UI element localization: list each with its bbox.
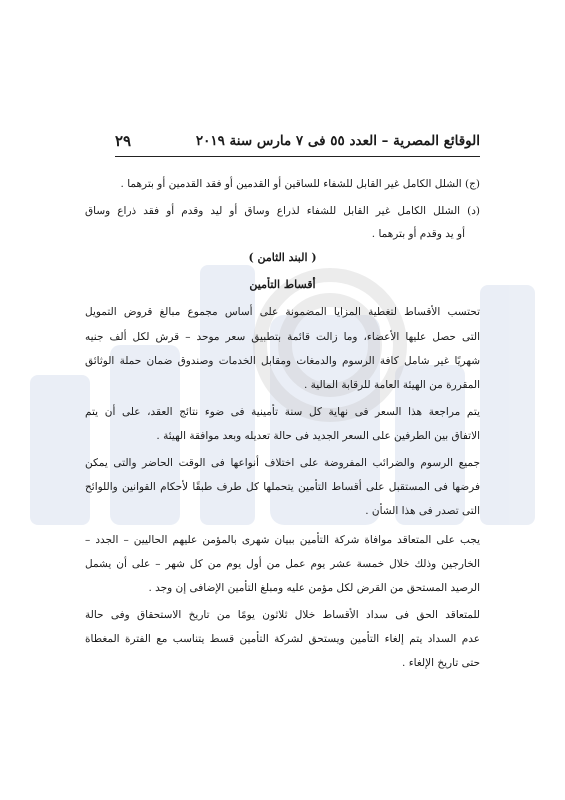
section-subheading: أقساط التأمين bbox=[249, 278, 316, 291]
paragraph-line: جميع الرسوم والضرائب المفروضة على اختلاف أنواعها فى الوقت الحاضر والتى يمكن bbox=[85, 457, 480, 469]
paragraph-line: عدم السداد يتم إلغاء التأمين ويستحق لشركة التأمين قسط يتناسب مع الفترة المغطاة bbox=[85, 633, 480, 645]
paragraph-line: فرضها فى المستقبل على أقساط التأمين يتحملها كل طرف طبقًا لأحكام القوانين واللوائح bbox=[85, 481, 480, 493]
paragraph-line: يتم مراجعة هذا السعر فى نهاية كل سنة تأمينية فى ضوء نتائج العقد، على أن يتم bbox=[85, 406, 480, 418]
paragraph-line: المقررة من الهيئة العامة للرقابة المالية . bbox=[303, 379, 480, 391]
paragraph-line: الرصيد المستحق من القرض لكل مؤمن عليه ومبلغ التأمين الإضافى إن وجد . bbox=[148, 582, 480, 594]
paragraph-line: التى تصدر فى هذا الشأن . bbox=[365, 505, 480, 517]
section-heading: ( البند الثامن ) bbox=[248, 251, 317, 264]
paragraph-line: للمتعاقد الحق فى سداد الأقساط خلال ثلاثون يومًا من تاريخ الاستحقاق وفى حالة bbox=[85, 609, 480, 621]
paragraph-line: أو يد وقدم أو بترهما . bbox=[371, 228, 465, 240]
header-rule bbox=[115, 156, 480, 157]
paragraph-line: يجب على المتعاقد موافاة شركة التأمين ببيان شهرى بالمؤمن عليهم الحاليين – الجدد – bbox=[85, 534, 480, 546]
paragraph-line: الاتفاق بين الطرفين على السعر الجديد فى حالة تعديله وبعد موافقة الهيئة . bbox=[156, 430, 480, 442]
header-title: الوقائع المصرية – العدد ٥٥ فى ٧ مارس سنة ٢٠١٩ bbox=[195, 133, 480, 149]
paragraph-line: (د) الشلل الكامل غير القابل للشفاء لذراع وساق أو ليد وقدم أو فقد ذراع وساق bbox=[85, 205, 480, 217]
paragraph-line: حتى تاريخ الإلغاء . bbox=[402, 657, 480, 669]
paragraph-line: التى حصل عليها الأعضاء، وما زالت قائمة بتطبيق سعر موحد – قرش لكل ألف جنيه bbox=[85, 331, 480, 343]
page-number: ٢٩ bbox=[115, 132, 132, 150]
paragraph-line: الخارجين وذلك خلال خمسة عشر يوم عمل من أول يوم من كل شهر – على أن يشمل bbox=[85, 558, 480, 570]
page-header bbox=[115, 130, 480, 152]
paragraph-line: شهريًا غير شامل كافة الرسوم والدمغات ومقابل الخدمات وصندوق ضمان حملة الوثائق bbox=[85, 355, 480, 367]
paragraph-line: تحتسب الأقساط لتغطية المزايا المضمونة على أساس مجموع مبالغ قروض التمويل bbox=[85, 306, 480, 318]
paragraph-line: (ج) الشلل الكامل غير القابل للشفاء للساقين أو القدمين أو فقد القدمين أو بترهما . bbox=[120, 178, 480, 190]
